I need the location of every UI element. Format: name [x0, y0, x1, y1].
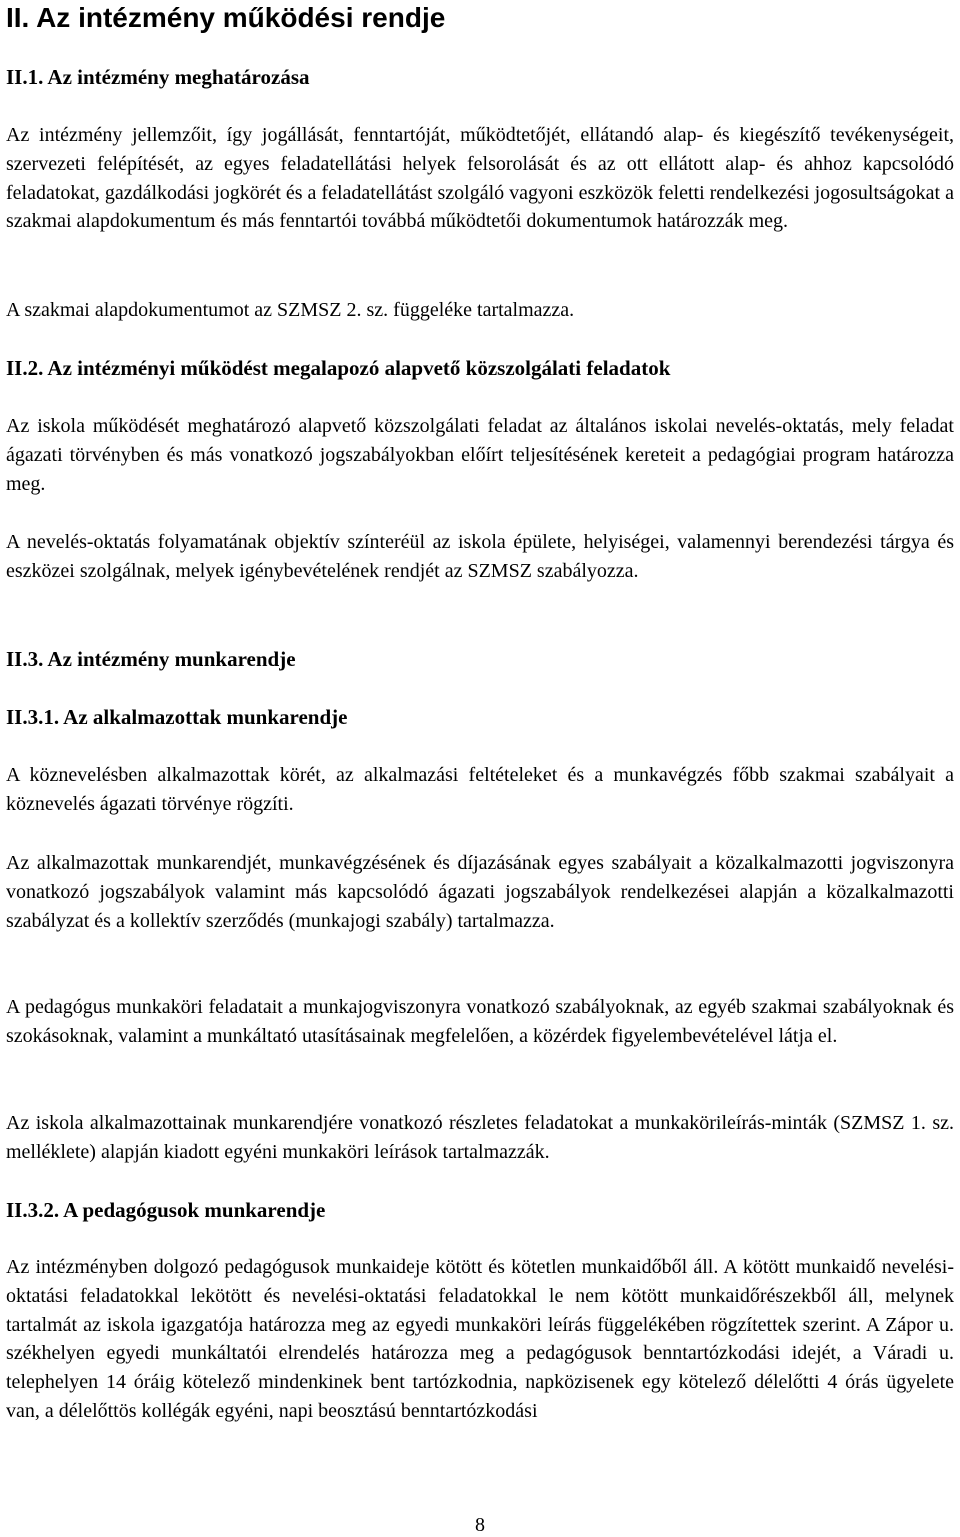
section-heading-1: II.1. Az intézmény meghatározása: [6, 65, 310, 89]
chapter-heading: II. Az intézmény működési rendje: [6, 2, 446, 33]
subsection-3-1-paragraph-1: A köznevelésben alkalmazottak körét, az alkalmazási feltételeket és a munkavégzés főbb szakmai szabályait a köznevelés ágazati törvénye rögzíti.: [6, 764, 954, 815]
subsection-3-1-paragraph-3: A pedagógus munkaköri feladatait a munkajogviszonyra vonatkozó szabályoknak, az egyéb szakmai szabályoknak és szokásoknak, valamint a munkáltató utasításainak megfelelően, a közérdek figyelembevételével látja el.: [6, 996, 954, 1047]
section-1-paragraph-2: A szakmai alapdokumentumot az SZMSZ 2. sz. függeléke tartalmazza.: [6, 299, 575, 321]
subsection-3-1-paragraph-4: Az iskola alkalmazottainak munkarendjére vonatkozó részletes feladatokat a munkakörileírás-minták (SZMSZ 1. sz. melléklete) alapján kiadott egyéni munkaköri leírások tartalmazzák.: [6, 1112, 954, 1163]
subsection-heading-3-1: II.3.1. Az alkalmazottak munkarendje: [6, 705, 348, 729]
section-2-paragraph-2: A nevelés-oktatás folyamatának objektív színteréül az iskola épülete, helyiségei, valamennyi berendezési tárgya és eszközei szolgálnak, melyek igénybevételének rendjét az SZMSZ szabályozza.: [6, 531, 954, 582]
subsection-3-2-paragraph-1: Az intézményben dolgozó pedagógusok munkaideje kötött és kötetlen munkaidőből áll. A kötött munkaidő nevelési-oktatási feladatokkal lekötött és nevelési-oktatási feladatokkal le nem kötött munkaidőrészekből áll, melynek tartalmát az iskola igazgatója határozza meg az egyedi munkaköri leírás függelékében rögzítettek szerint. A Zápor u. székhelyen egyedi munkáltatói elrendelés határozza meg a pedagógusok benntartózkodási idejét, a Váradi u. telephelyen 14 óráig kötelező mindenkinek bent tartózkodnia, napközisenek egy kötelező délelőtti 4 órás ügyelete van, a délelőttös kollégák egyéni, napi beosztású benntartózkodási: [6, 1256, 954, 1422]
page-number: 8: [475, 1514, 485, 1536]
section-heading-3: II.3. Az intézmény munkarendje: [6, 647, 296, 671]
section-2-paragraph-1: Az iskola működését meghatározó alapvető közszolgálati feladat az általános iskolai nevelés-oktatás, mely feladat ágazati törvényben és más vonatkozó jogszabályokban előírt teljesítésének kereteit a pedagógiai program határozza meg.: [6, 415, 954, 495]
subsection-3-1-paragraph-2: Az alkalmazottak munkarendjét, munkavégzésének és díjazásának egyes szabályait a közalkalmazotti jogviszonyra vonatkozó jogszabályok valamint más kapcsolódó ágazati jogszabályok rendelkezései alapján a közalkalmazotti szabályzat és a kollektív szerződés (munkajogi szabály) tartalmazza.: [6, 852, 954, 932]
subsection-heading-3-2: II.3.2. A pedagógusok munkarendje: [6, 1198, 326, 1222]
section-heading-2: II.2. Az intézményi működést megalapozó alapvető közszolgálati feladatok: [6, 356, 671, 380]
section-1-paragraph-1: Az intézmény jellemzőit, így jogállását, fenntartóját, működtetőjét, ellátandó alap- és kiegészítő tevékenységeit, szervezeti felépítését, az egyes feladatellátási helyek felsorolását és az ott ellátott alap- és ahhoz kapcsolódó feladatokat, gazdálkodási jogkörét és a feladatellátást szolgáló vagyoni eszközök feletti rendelkezési jogosultságokat a szakmai alapdokumentum és más fenntartói továbbá működtetői dokumentumok határozzák meg.: [6, 124, 954, 233]
